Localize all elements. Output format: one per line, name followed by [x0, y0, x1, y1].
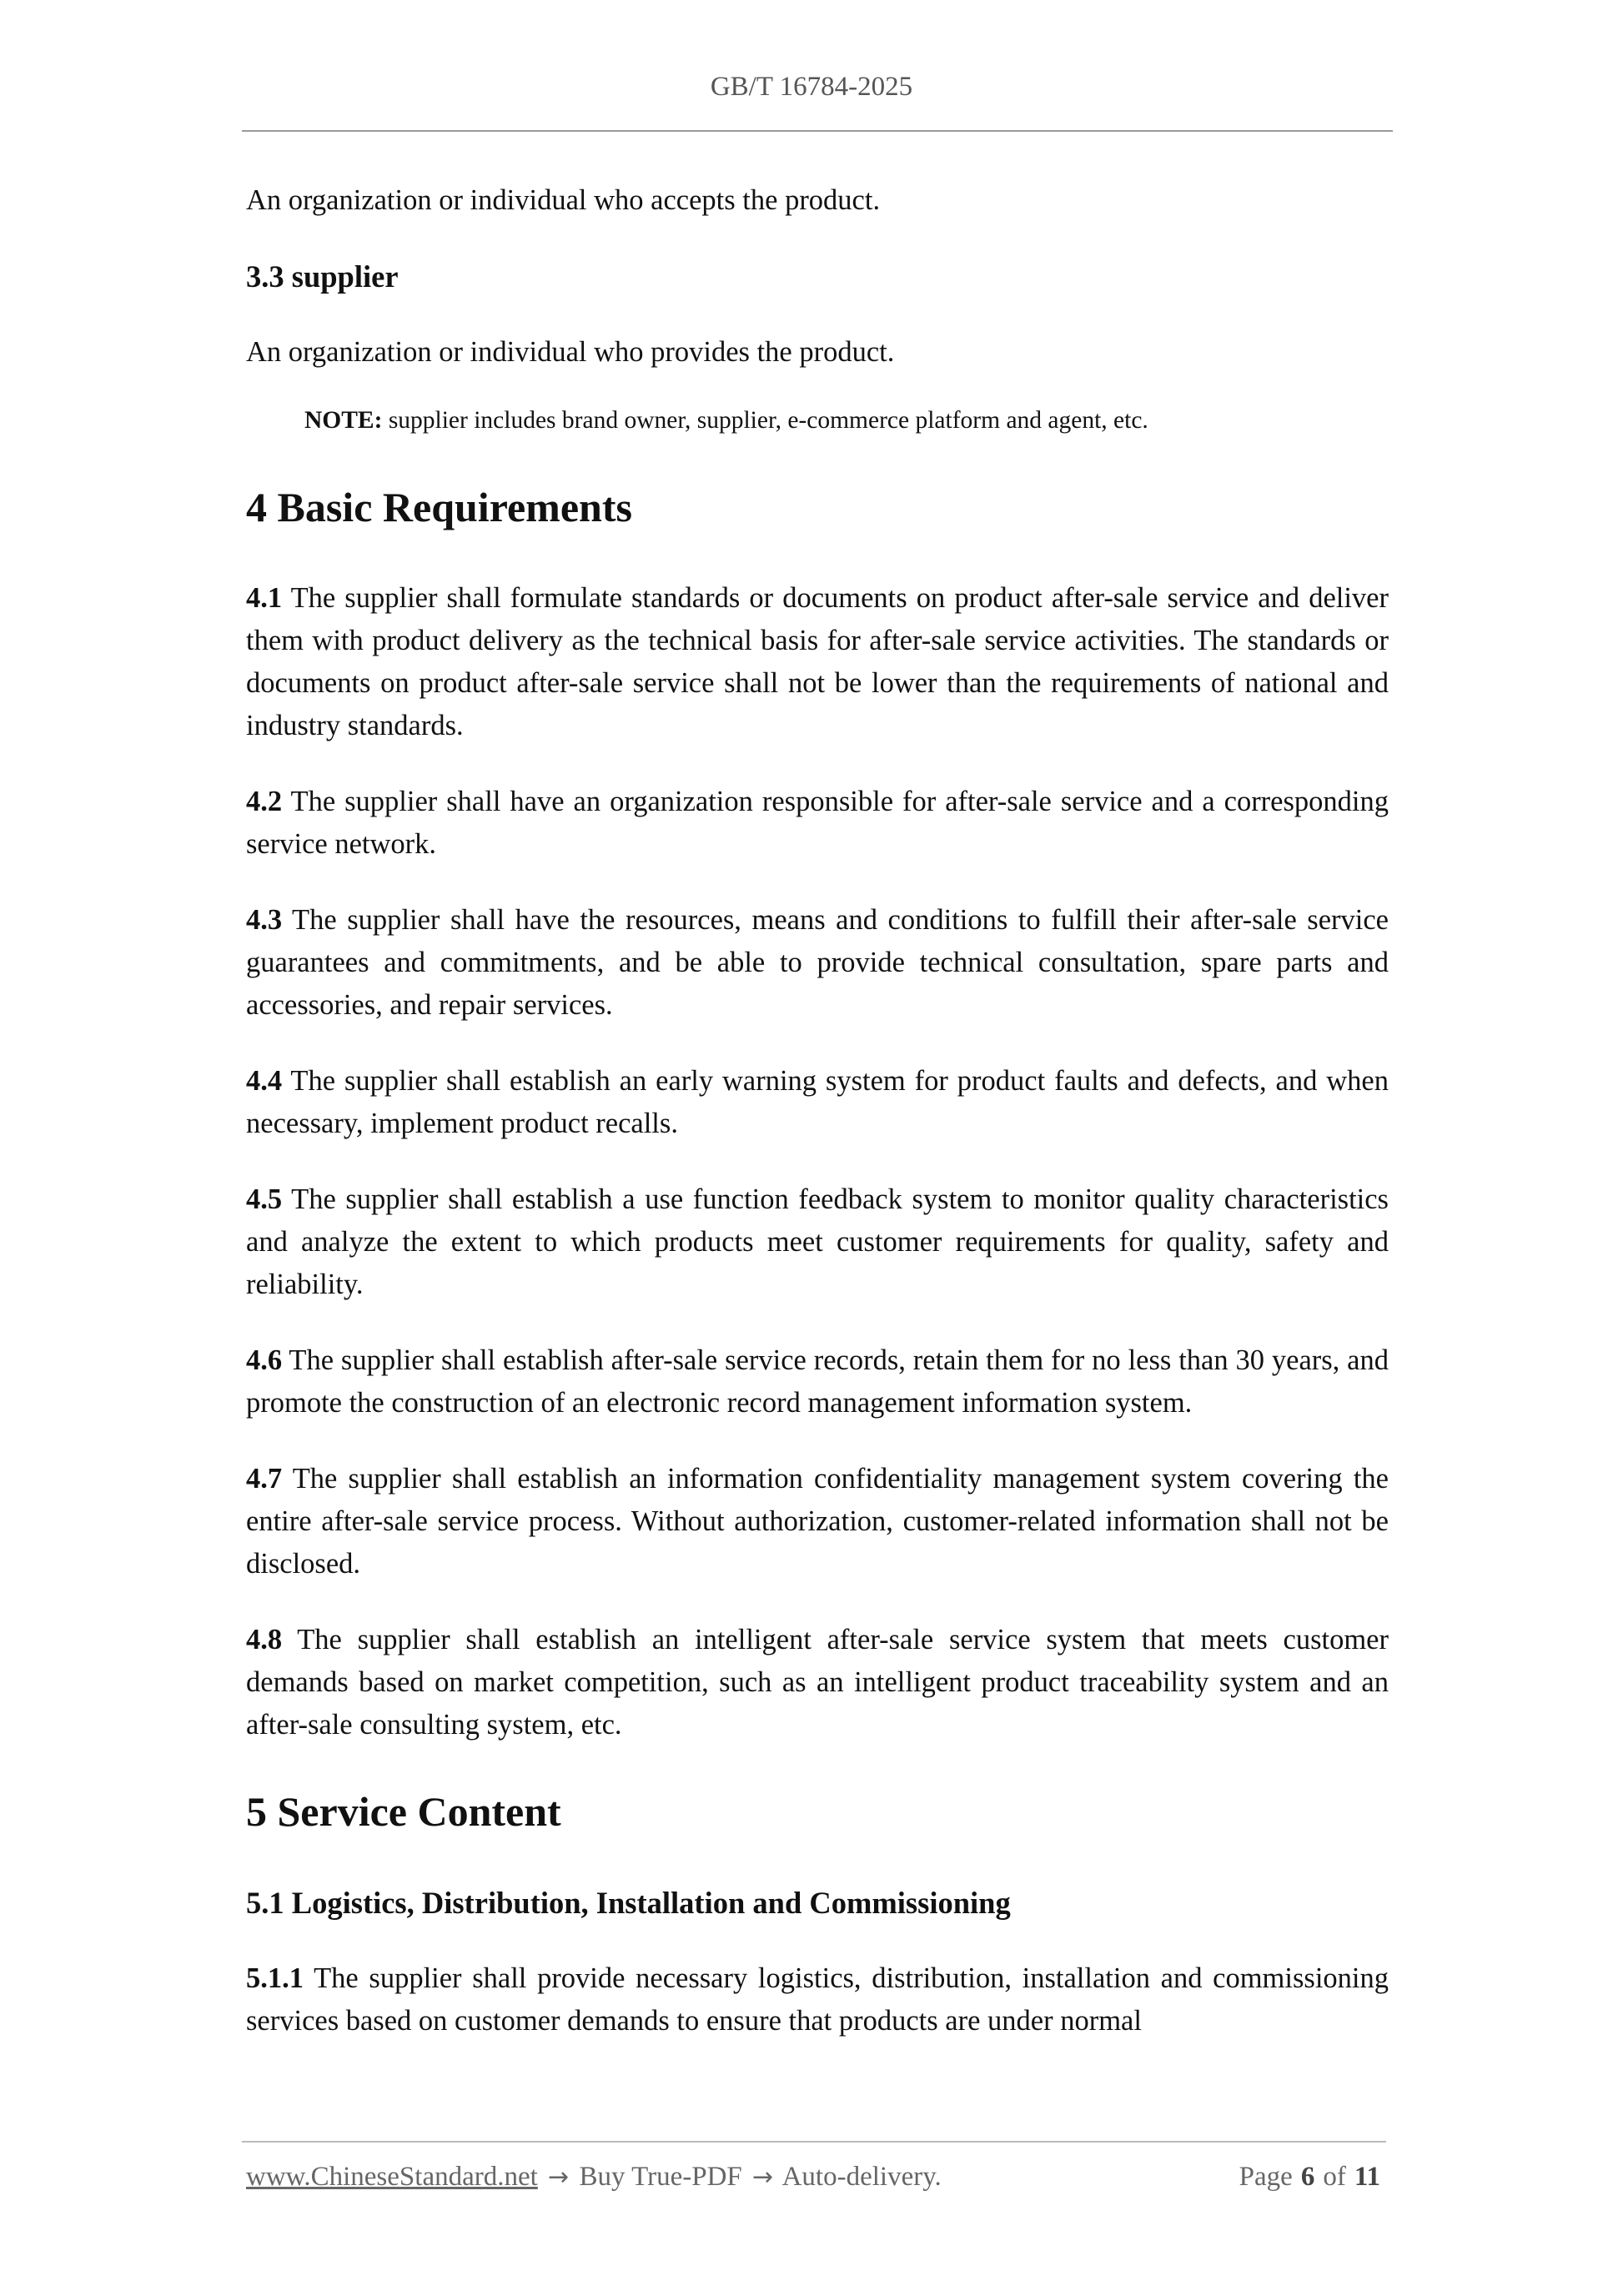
page-number: 6: [1300, 2162, 1315, 2192]
clause-text: The supplier shall establish an intelligent after-sale service system that meets customer demands based on market competition, such as an intelligent product traceability system and an after-sale consulting system, etc.: [246, 1624, 1389, 1741]
clause-number: 4.7: [246, 1463, 283, 1495]
definition-text-supplier: An organization or individual who provides the product.: [246, 336, 895, 368]
clause-4-3: [246, 899, 1389, 1027]
document-id-header: GB/T 16784-2025: [710, 72, 913, 102]
arrow-right-icon: →: [752, 2163, 774, 2192]
definition-text-customer: An organization or individual who accepts the product.: [246, 184, 881, 216]
clause-text: The supplier shall have an organization responsible for after-sale service and a corresponding service network.: [246, 786, 1389, 860]
clause-4-2: [246, 781, 1389, 866]
clause-4-8: [246, 1619, 1389, 1746]
clause-number: 4.8: [246, 1624, 283, 1655]
page-footer: [246, 2162, 1380, 2203]
clause-number: 4.5: [246, 1183, 283, 1215]
page-counter: [1239, 2162, 1380, 2193]
section-heading-basic-requirements: 4 Basic Requirements: [246, 484, 632, 530]
footer-divider: [242, 2141, 1386, 2143]
footer-step-buy: Buy True-PDF: [579, 2162, 742, 2192]
clause-number: 4.3: [246, 904, 283, 936]
clause-4-4: [246, 1060, 1389, 1145]
clause-4-7: [246, 1458, 1389, 1585]
note: [304, 402, 1389, 439]
clause-number: 4.2: [246, 786, 283, 817]
clause-number: 4.1: [246, 582, 283, 614]
page-total: 11: [1354, 2162, 1380, 2192]
clause-text: The supplier shall establish an information confidentiality management system covering the entire after-sale service process. Without authorization, customer-related information shall not be disclosed.: [246, 1463, 1389, 1580]
clause-text: The supplier shall provide necessary logistics, distribution, installation and commissioning services based on customer demands to ensure that products are under normal: [246, 1962, 1389, 2037]
section-heading-service-content: 5 Service Content: [246, 1788, 561, 1835]
clause-4-5: [246, 1178, 1389, 1306]
subsection-heading-logistics: 5.1 Logistics, Distribution, Installation and Commissioning: [246, 1886, 1011, 1920]
clause-text: The supplier shall establish an early warning system for product faults and defects, and when necessary, implement product recalls.: [246, 1065, 1389, 1139]
clause-text: The supplier shall formulate standards or documents on product after-sale service and deliver them with product delivery as the technical basis for after-sale service activities. The standards or documents on product after-sale service shall not be lower than the requirements of national and industry standards.: [246, 582, 1389, 741]
clause-text: The supplier shall have the resources, means and conditions to fulfill their after-sale service guarantees and commitments, and be able to provide technical consultation, spare parts and accessories, and repair services.: [246, 904, 1389, 1021]
header-divider: [242, 130, 1393, 132]
clause-4-6: [246, 1339, 1389, 1424]
clause-4-1: [246, 577, 1389, 747]
website-link[interactable]: www.ChineseStandard.net: [246, 2162, 538, 2192]
clause-5-1-1: [246, 1957, 1389, 2042]
arrow-right-icon: →: [548, 2163, 570, 2192]
clause-text: The supplier shall establish after-sale service records, retain them for no less than 30 years, and promote the construction of an electronic record management information system.: [246, 1344, 1389, 1419]
page-label: Page: [1239, 2162, 1293, 2192]
document-body: [246, 179, 1389, 2076]
clause-number: 5.1.1: [246, 1962, 304, 1994]
clause-number: 4.6: [246, 1344, 283, 1376]
of-label: of: [1323, 2162, 1346, 2192]
clause-number: 4.4: [246, 1065, 283, 1097]
clause-text: The supplier shall establish a use function feedback system to monitor quality characteristics and analyze the extent to which products meet customer requirements for quality, safety and reliability.: [246, 1183, 1389, 1300]
note-text: supplier includes brand owner, supplier, e-commerce platform and agent, etc.: [382, 407, 1148, 434]
term-heading-supplier: 3.3 supplier: [246, 259, 399, 294]
footer-step-delivery: Auto-delivery.: [781, 2162, 942, 2192]
note-label: NOTE:: [304, 407, 383, 434]
